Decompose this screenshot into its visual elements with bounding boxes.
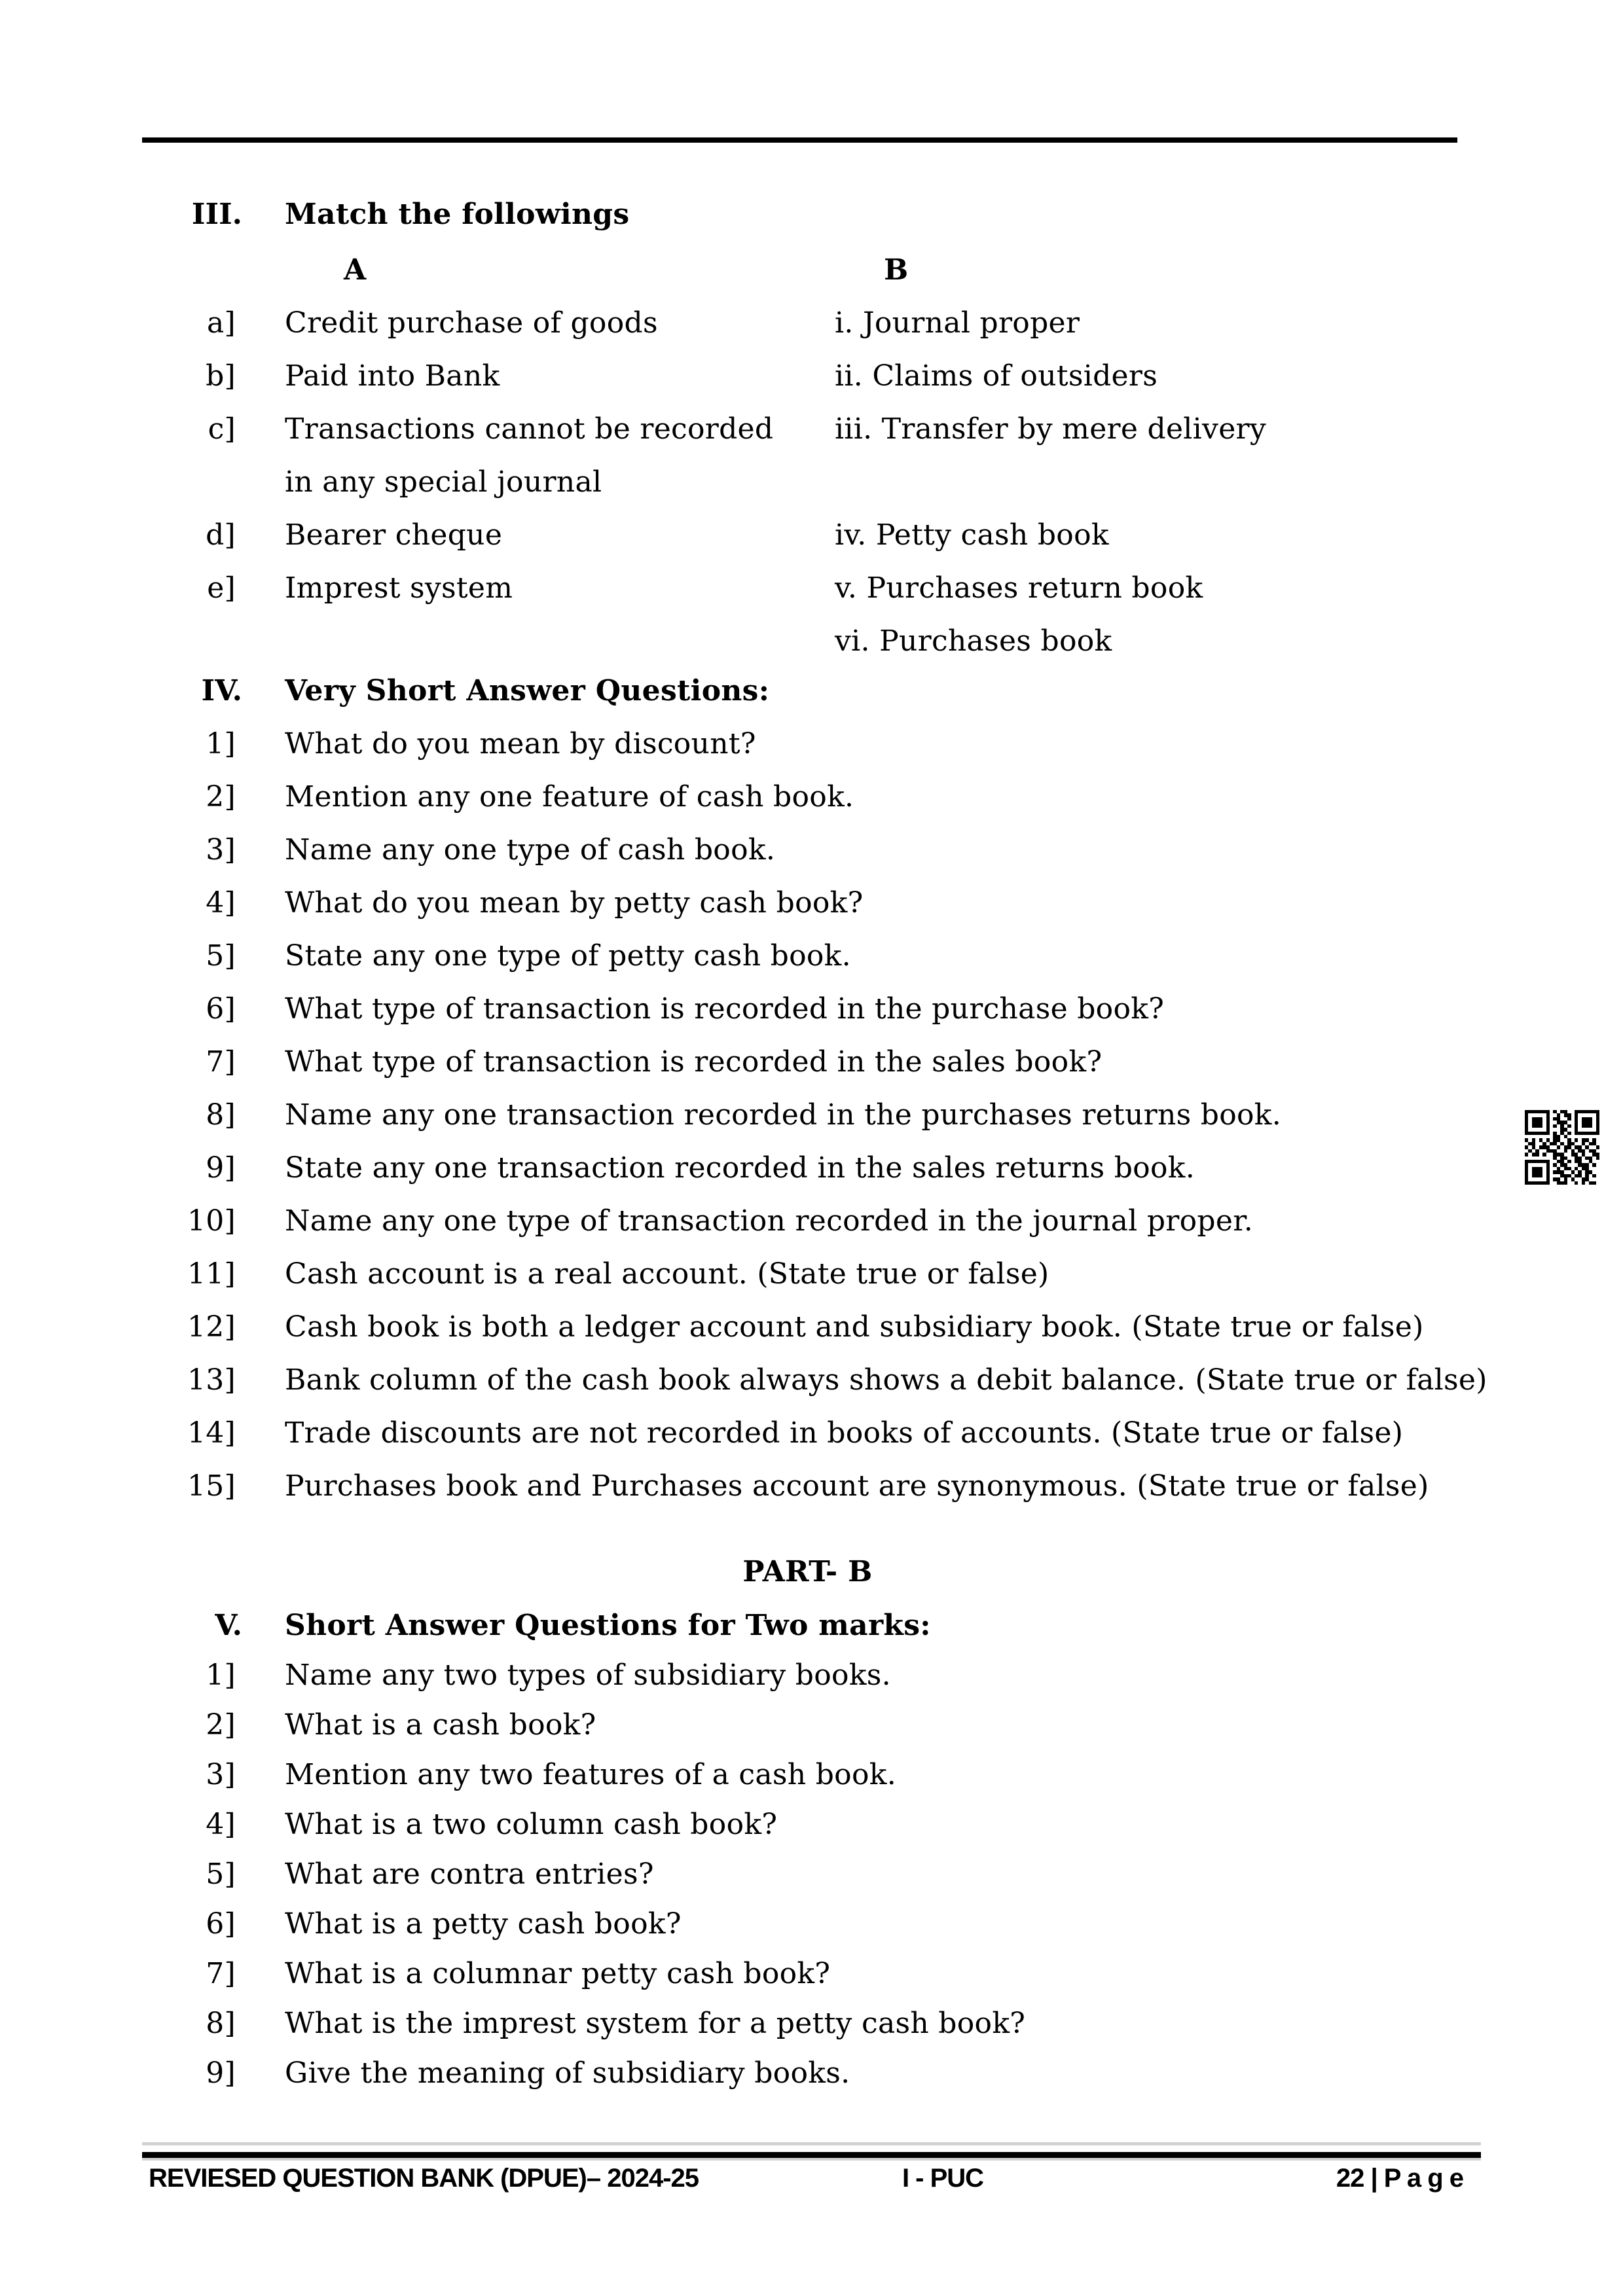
section3-numeral: III. bbox=[191, 198, 242, 231]
question-row bbox=[142, 929, 1623, 982]
question-text: State any one type of petty cash book. bbox=[285, 939, 851, 973]
question-text: Cash account is a real account. (State true or false) bbox=[285, 1257, 1049, 1291]
question-number: 2] bbox=[206, 780, 236, 814]
question-number: 6] bbox=[206, 1907, 236, 1941]
match-row-item-b: vi. Purchases book bbox=[835, 624, 1112, 658]
question-text: Mention any one feature of cash book. bbox=[285, 780, 854, 814]
section5-heading-row bbox=[142, 1600, 1623, 1650]
match-row bbox=[142, 350, 1623, 403]
question-number: 7] bbox=[206, 1045, 236, 1079]
question-row bbox=[142, 1194, 1623, 1247]
question-row bbox=[142, 1354, 1623, 1407]
question-text: What do you mean by petty cash book? bbox=[285, 886, 864, 920]
part-b-heading bbox=[142, 1545, 1457, 1598]
question-row bbox=[142, 1799, 1623, 1849]
question-row bbox=[142, 1849, 1623, 1899]
section4-title: Very Short Answer Questions: bbox=[285, 674, 770, 708]
question-text: What is a columnar petty cash book? bbox=[285, 1956, 831, 1990]
section-very-short-answer bbox=[142, 664, 1623, 1513]
question-number: 3] bbox=[206, 1757, 236, 1791]
question-row bbox=[142, 982, 1623, 1035]
section3-title: Match the followings bbox=[285, 198, 630, 231]
match-row-item-b: iii. Transfer by mere delivery bbox=[835, 412, 1267, 446]
footer-course-label: I - PUC bbox=[902, 2164, 984, 2193]
match-row-label: c] bbox=[208, 412, 236, 446]
question-number: 13] bbox=[187, 1363, 236, 1397]
question-text: What are contra entries? bbox=[285, 1857, 654, 1891]
question-row bbox=[142, 823, 1623, 876]
question-text: State any one transaction recorded in the sales returns book. bbox=[285, 1151, 1195, 1185]
match-row bbox=[142, 296, 1623, 350]
question-number: 8] bbox=[206, 2006, 236, 2040]
section-short-answer-two-marks bbox=[142, 1600, 1623, 2098]
question-row bbox=[142, 1899, 1623, 1948]
section4-heading-row bbox=[142, 664, 1623, 717]
question-text: What is a petty cash book? bbox=[285, 1907, 682, 1941]
question-text: Mention any two features of a cash book. bbox=[285, 1757, 897, 1791]
question-row bbox=[142, 1998, 1623, 2048]
match-row-item-b: ii. Claims of outsiders bbox=[835, 359, 1158, 393]
match-row bbox=[142, 615, 1623, 668]
match-row-label: e] bbox=[207, 571, 236, 605]
question-text: Name any one type of cash book. bbox=[285, 833, 776, 867]
match-row-item-b: i. Journal proper bbox=[835, 306, 1080, 340]
footer-rule-shadow-bottom bbox=[142, 2158, 1481, 2161]
question-number: 4] bbox=[206, 886, 236, 920]
footer-rule-shadow-top bbox=[142, 2142, 1481, 2145]
question-text: What type of transaction is recorded in the purchase book? bbox=[285, 992, 1165, 1026]
question-row bbox=[142, 770, 1623, 823]
match-row-item-a: Transactions cannot be recorded bbox=[285, 412, 774, 446]
question-text: Name any one transaction recorded in the purchases returns book. bbox=[285, 1098, 1282, 1132]
match-column-headers bbox=[142, 243, 1623, 296]
question-row bbox=[142, 1650, 1623, 1700]
question-row bbox=[142, 1088, 1623, 1141]
column-b-header: B bbox=[884, 253, 909, 287]
match-row bbox=[142, 456, 1623, 509]
footer-rule bbox=[142, 2152, 1481, 2158]
question-text: Bank column of the cash book always shows a debit balance. (State true or false) bbox=[285, 1363, 1487, 1397]
question-number: 12] bbox=[187, 1310, 236, 1344]
question-text: Cash book is both a ledger account and subsidiary book. (State true or false) bbox=[285, 1310, 1424, 1344]
question-number: 10] bbox=[187, 1204, 236, 1238]
match-row-label: d] bbox=[206, 518, 236, 552]
match-row-item-a: Credit purchase of goods bbox=[285, 306, 658, 340]
top-rule bbox=[142, 137, 1457, 143]
question-text: What type of transaction is recorded in the sales book? bbox=[285, 1045, 1103, 1079]
part-b-label: PART- B bbox=[742, 1555, 873, 1588]
question-number: 5] bbox=[206, 939, 236, 973]
section4-numeral: IV. bbox=[201, 674, 242, 708]
qr-code bbox=[1525, 1110, 1599, 1185]
match-row-item-a: Paid into Bank bbox=[285, 359, 500, 393]
question-row bbox=[142, 876, 1623, 929]
section5-title: Short Answer Questions for Two marks: bbox=[285, 1608, 931, 1642]
question-row bbox=[142, 1247, 1623, 1300]
question-row bbox=[142, 717, 1623, 770]
question-number: 1] bbox=[206, 1658, 236, 1692]
question-number: 14] bbox=[187, 1416, 236, 1450]
question-text: Name any one type of transaction recorded in the journal proper. bbox=[285, 1204, 1253, 1238]
question-number: 1] bbox=[206, 727, 236, 761]
question-text: Purchases book and Purchases account are synonymous. (State true or false) bbox=[285, 1469, 1429, 1503]
question-row bbox=[142, 1948, 1623, 1998]
question-text: What is a cash book? bbox=[285, 1708, 596, 1742]
match-row-item-b: iv. Petty cash book bbox=[835, 518, 1109, 552]
question-number: 6] bbox=[206, 992, 236, 1026]
section3-heading-row bbox=[142, 188, 1623, 241]
question-row bbox=[142, 1749, 1623, 1799]
question-number: 4] bbox=[206, 1807, 236, 1841]
question-text: What do you mean by discount? bbox=[285, 727, 756, 761]
question-row bbox=[142, 1300, 1623, 1354]
column-a-header: A bbox=[344, 253, 367, 287]
question-number: 11] bbox=[187, 1257, 236, 1291]
question-row bbox=[142, 1460, 1623, 1513]
match-row bbox=[142, 562, 1623, 615]
question-number: 8] bbox=[206, 1098, 236, 1132]
question-row bbox=[142, 1700, 1623, 1749]
question-text: Give the meaning of subsidiary books. bbox=[285, 2056, 850, 2090]
question-row bbox=[142, 1035, 1623, 1088]
question-number: 9] bbox=[206, 2056, 236, 2090]
match-row-item-b: v. Purchases return book bbox=[835, 571, 1203, 605]
question-text: Name any two types of subsidiary books. bbox=[285, 1658, 891, 1692]
question-text: Trade discounts are not recorded in books of accounts. (State true or false) bbox=[285, 1416, 1404, 1450]
question-number: 5] bbox=[206, 1857, 236, 1891]
question-number: 7] bbox=[206, 1956, 236, 1990]
question-row bbox=[142, 1141, 1623, 1194]
match-row-item-a: Bearer cheque bbox=[285, 518, 503, 552]
question-number: 9] bbox=[206, 1151, 236, 1185]
footer bbox=[0, 2164, 1623, 2195]
question-row bbox=[142, 1407, 1623, 1460]
match-row-item-a: in any special journal bbox=[285, 465, 602, 499]
section5-numeral: V. bbox=[215, 1608, 242, 1642]
question-number: 2] bbox=[206, 1708, 236, 1742]
question-number: 3] bbox=[206, 833, 236, 867]
section-match-the-followings bbox=[142, 188, 1623, 668]
footer-document-title: REVIESED QUESTION BANK (DPUE)– 2024-25 bbox=[149, 2164, 699, 2193]
question-row bbox=[142, 2048, 1623, 2098]
match-row bbox=[142, 403, 1623, 456]
match-row-label: a] bbox=[207, 306, 236, 340]
question-number: 15] bbox=[187, 1469, 236, 1503]
match-row-label: b] bbox=[206, 359, 236, 393]
match-row bbox=[142, 509, 1623, 562]
footer-page-number: 22 | P a g e bbox=[1336, 2164, 1463, 2193]
match-row-item-a: Imprest system bbox=[285, 571, 513, 605]
question-text: What is a two column cash book? bbox=[285, 1807, 778, 1841]
question-text: What is the imprest system for a petty cash book? bbox=[285, 2006, 1026, 2040]
